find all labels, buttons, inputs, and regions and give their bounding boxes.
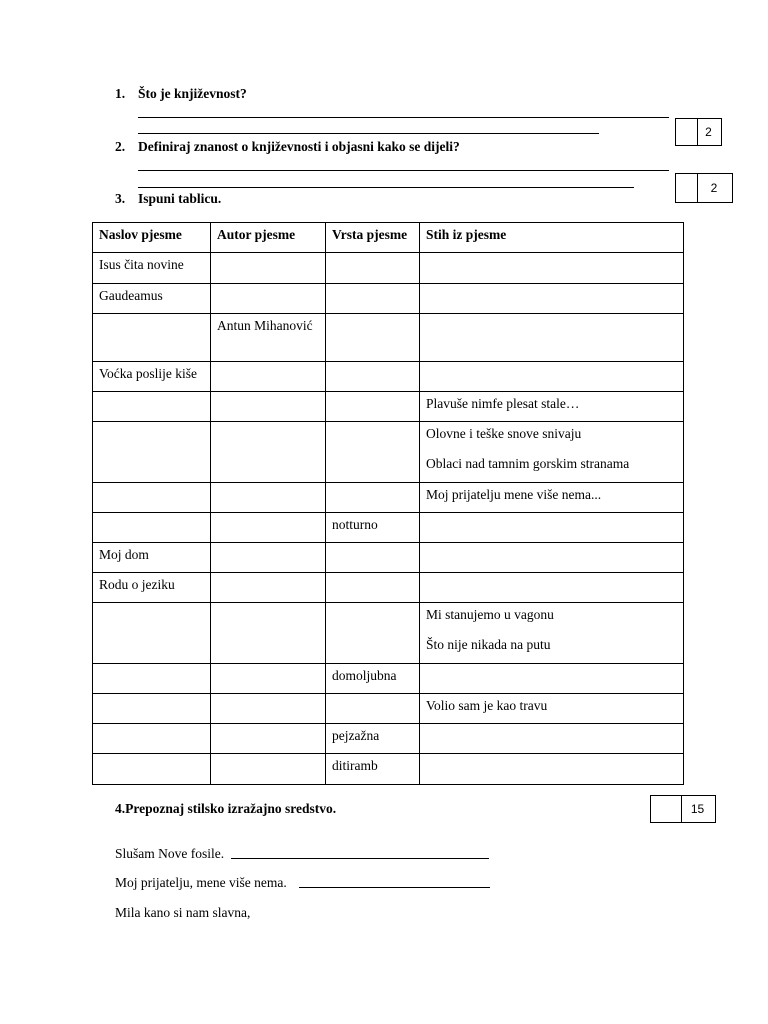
table-cell: pejzažna bbox=[326, 724, 420, 754]
score-blank-cell[interactable] bbox=[676, 119, 698, 145]
table-cell[interactable] bbox=[420, 284, 684, 314]
table-row bbox=[93, 664, 684, 694]
table-row bbox=[93, 513, 684, 543]
table-cell[interactable] bbox=[326, 284, 420, 314]
table-cell: Plavuše nimfe plesat stale… bbox=[420, 392, 684, 422]
table-cell: Moj dom bbox=[93, 543, 211, 573]
score-box-q4 bbox=[650, 795, 716, 823]
exercise-3: Mila kano si nam slavna, bbox=[115, 905, 251, 920]
table-cell: Antun Mihanović bbox=[211, 314, 326, 362]
table-cell: Moj prijatelju mene više nema... bbox=[420, 483, 684, 513]
table-cell[interactable] bbox=[93, 314, 211, 362]
table-row bbox=[93, 284, 684, 314]
score-box-q1 bbox=[675, 118, 722, 146]
question-1-text: Što je književnost? bbox=[138, 86, 247, 101]
table-cell[interactable] bbox=[420, 754, 684, 785]
answer-line-2b[interactable] bbox=[138, 187, 634, 188]
question-2-number: 2. bbox=[115, 139, 126, 154]
table-cell[interactable] bbox=[93, 754, 211, 785]
exercise-2: Moj prijatelju, mene više nema. bbox=[115, 875, 287, 890]
table-cell[interactable] bbox=[93, 422, 211, 483]
table-cell[interactable] bbox=[326, 573, 420, 603]
table-cell: Isus čita novine bbox=[93, 253, 211, 284]
table-cell[interactable] bbox=[420, 513, 684, 543]
table-cell[interactable] bbox=[211, 754, 326, 785]
table-cell[interactable] bbox=[211, 664, 326, 694]
poems-table bbox=[92, 222, 684, 785]
table-row bbox=[93, 754, 684, 785]
table-cell[interactable] bbox=[420, 314, 684, 362]
score-value: 2 bbox=[705, 125, 712, 139]
score-blank-cell[interactable] bbox=[676, 174, 698, 202]
table-cell: Voćka poslije kiše bbox=[93, 362, 211, 392]
table-cell[interactable] bbox=[420, 664, 684, 694]
table-cell[interactable] bbox=[211, 724, 326, 754]
table-cell[interactable] bbox=[211, 392, 326, 422]
table-cell[interactable] bbox=[211, 422, 326, 483]
table-header-cell: Stih iz pjesme bbox=[420, 223, 684, 253]
table-cell[interactable] bbox=[211, 253, 326, 284]
table-cell[interactable] bbox=[211, 543, 326, 573]
table-cell[interactable] bbox=[93, 664, 211, 694]
table-cell bbox=[420, 603, 684, 664]
table-cell[interactable] bbox=[93, 392, 211, 422]
table-cell[interactable] bbox=[420, 253, 684, 284]
table-cell: ditiramb bbox=[326, 754, 420, 785]
score-value: 15 bbox=[690, 802, 705, 816]
question-2-text: Definiraj znanost o književnosti i objasni kako se dijeli? bbox=[138, 139, 460, 154]
table-cell[interactable] bbox=[93, 513, 211, 543]
table-cell[interactable] bbox=[326, 422, 420, 483]
table-cell[interactable] bbox=[420, 543, 684, 573]
table-header-row bbox=[93, 223, 684, 253]
verse-line: Olovne i teške snove snivaju bbox=[426, 426, 582, 441]
table-row bbox=[93, 314, 684, 362]
table-cell[interactable] bbox=[326, 314, 420, 362]
answer-line-1b[interactable] bbox=[138, 133, 599, 134]
table-row bbox=[93, 694, 684, 724]
table-cell: Volio sam je kao travu bbox=[420, 694, 684, 724]
table-header-cell: Autor pjesme bbox=[211, 223, 326, 253]
table-cell[interactable] bbox=[93, 694, 211, 724]
table-cell[interactable] bbox=[420, 724, 684, 754]
question-1-number: 1. bbox=[115, 86, 126, 101]
exercise-2-answer-line[interactable] bbox=[299, 887, 490, 888]
verse-line: Što nije nikada na putu bbox=[426, 637, 551, 652]
table-row bbox=[93, 422, 684, 483]
answer-line-2a[interactable] bbox=[138, 170, 669, 171]
table-cell: Gaudeamus bbox=[93, 284, 211, 314]
question-3-number: 3. bbox=[115, 191, 126, 206]
table-cell[interactable] bbox=[211, 284, 326, 314]
table-cell[interactable] bbox=[326, 362, 420, 392]
table-cell[interactable] bbox=[326, 253, 420, 284]
table-cell[interactable] bbox=[211, 603, 326, 664]
table-row bbox=[93, 573, 684, 603]
score-value: 2 bbox=[710, 181, 718, 195]
table-cell[interactable] bbox=[211, 483, 326, 513]
table-cell[interactable] bbox=[93, 724, 211, 754]
table-header-cell: Naslov pjesme bbox=[93, 223, 211, 253]
score-box-q2 bbox=[675, 173, 733, 203]
table-cell[interactable] bbox=[326, 483, 420, 513]
score-blank-cell[interactable] bbox=[651, 796, 682, 822]
table-row bbox=[93, 392, 684, 422]
question-3-text: Ispuni tablicu. bbox=[138, 191, 222, 206]
exercise-1-answer-line[interactable] bbox=[231, 858, 489, 859]
table-row bbox=[93, 724, 684, 754]
table-cell: domoljubna bbox=[326, 664, 420, 694]
verse-line: Oblaci nad tamnim gorskim stranama bbox=[426, 456, 630, 471]
table-cell[interactable] bbox=[420, 573, 684, 603]
table-cell[interactable] bbox=[326, 543, 420, 573]
table-cell[interactable] bbox=[420, 362, 684, 392]
table-cell[interactable] bbox=[211, 513, 326, 543]
table-row bbox=[93, 253, 684, 284]
verse-line: Mi stanujemo u vagonu bbox=[426, 607, 554, 622]
answer-line-1a[interactable] bbox=[138, 117, 669, 118]
table-cell[interactable] bbox=[326, 603, 420, 664]
table-row bbox=[93, 483, 684, 513]
table-cell[interactable] bbox=[211, 362, 326, 392]
table-cell[interactable] bbox=[211, 694, 326, 724]
table-row bbox=[93, 362, 684, 392]
table-cell: notturno bbox=[326, 513, 420, 543]
table-cell[interactable] bbox=[326, 694, 420, 724]
table-cell bbox=[420, 422, 684, 483]
table-header-cell: Vrsta pjesme bbox=[326, 223, 420, 253]
table-cell[interactable] bbox=[326, 392, 420, 422]
table-cell: Rodu o jeziku bbox=[93, 573, 211, 603]
table-cell[interactable] bbox=[93, 483, 211, 513]
table-cell[interactable] bbox=[93, 603, 211, 664]
table-row bbox=[93, 603, 684, 664]
table-cell[interactable] bbox=[211, 573, 326, 603]
question-4-text: 4.Prepoznaj stilsko izražajno sredstvo. bbox=[115, 801, 337, 816]
table-row bbox=[93, 543, 684, 573]
exercise-1: Slušam Nove fosile. bbox=[115, 846, 225, 861]
